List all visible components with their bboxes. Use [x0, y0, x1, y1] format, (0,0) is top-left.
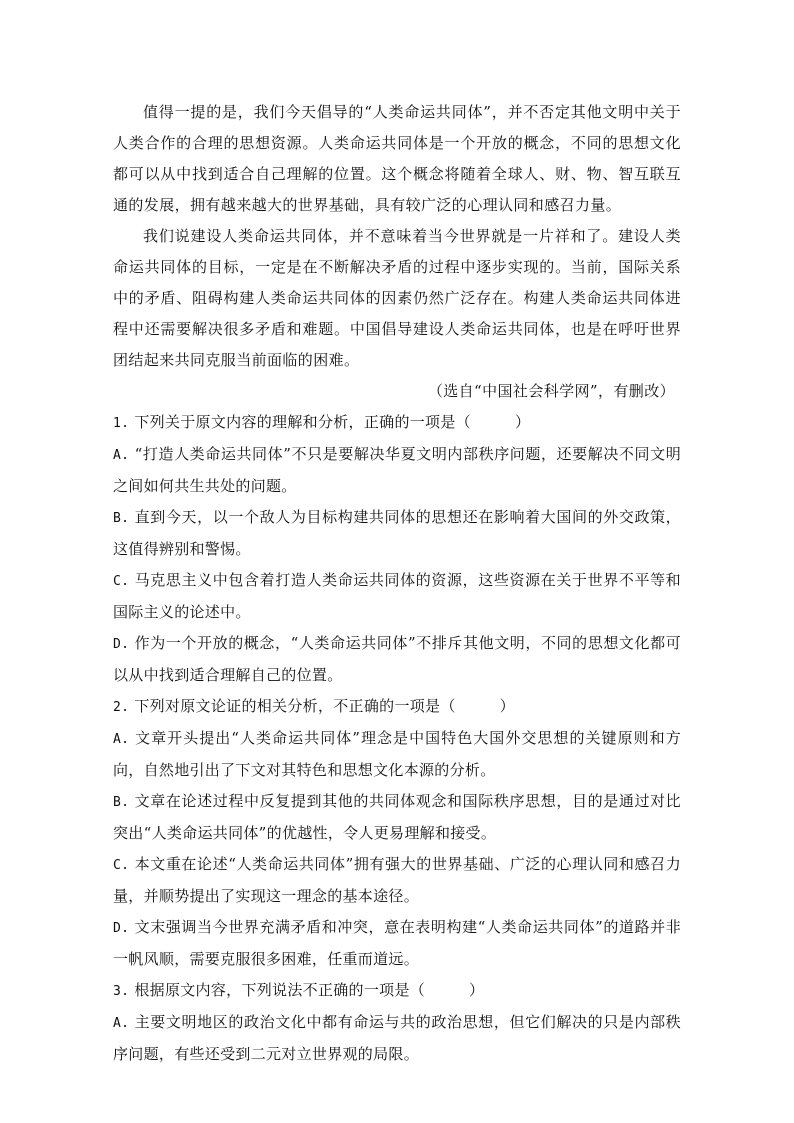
question-text: 下列对原文论证的相关分析，不正确的一项是（ [134, 697, 456, 715]
question-number: 3. [113, 984, 130, 999]
question-number: 2. [113, 700, 130, 715]
passage-source: （选自“中国社会科学网”，有删改） [427, 382, 675, 400]
option-letter: A. [113, 448, 130, 463]
option-letter: B. [113, 511, 130, 526]
option-text: 文章开头提出“人类命运共同体”理念是中国特色大国外交思想的关键原则和方向，自然地引出了下文对其特色和思想文化本源的分析。 [113, 729, 681, 779]
option-text: 文末强调当今世界充满矛盾和冲突，意在表明构建“人类命运共同体”的道路并非一帆风顺，需要克服很多困难，任重而道远。 [113, 918, 682, 968]
option-text: 主要文明地区的政治文化中都有命运与共的政治思想，但它们解决的只是内部秩序问题，有些还受到二元对立世界观的局限。 [113, 1013, 681, 1063]
passage-paragraph: 值得一提的是，我们今天倡导的“人类命运共同体”，并不否定其他文明中关于人类合作的合理的思想资源。人类命运共同体是一个开放的概念，不同的思想文化都可以从中找到适合自己理解的位置。这个概念将随着全球人、财、物、智互联互通的发展，拥有越来越大的世界基础，具有较广泛的心理认同和感召力量。 [113, 103, 681, 214]
option-letter: C. [113, 574, 130, 589]
option-text: 文章在论述过程中反复提到其他的共同体观念和国际秩序思想，目的是通过对比突出“人类命运共同体”的优越性，令人更易理解和接受。 [113, 792, 681, 842]
option-text: “打造人类命运共同体”不只是要解决华夏文明内部秩序问题，还要解决不同文明之间如何共生共处的问题。 [113, 445, 682, 495]
question-2-stem [113, 691, 681, 723]
option-text: 本文重在论述“人类命运共同体”拥有强大的世界基础、广泛的心理认同和感召力量，并顺势提出了实现这一理念的基本途径。 [113, 855, 682, 905]
question-1-option-d [113, 628, 681, 691]
question-1-option-a [113, 439, 681, 502]
question-2-option-a [113, 723, 681, 786]
answer-paren-close: ） [499, 697, 515, 715]
question-1-option-b [113, 502, 681, 565]
answer-paren-close: ） [514, 413, 531, 431]
option-letter: D. [113, 637, 130, 652]
answer-paren-close: ） [469, 981, 485, 999]
question-text: 下列关于原文内容的理解和分析，正确的一项是（ [134, 413, 471, 431]
option-text: 马克思主义中包含着打造人类命运共同体的资源，这些资源在关于世界不平等和国际主义的论述中。 [113, 571, 681, 621]
option-letter: C. [113, 858, 130, 873]
document-page [113, 97, 681, 1070]
question-1-stem [113, 407, 681, 439]
question-text: 根据原文内容，下列说法不正确的一项是（ [134, 981, 426, 999]
question-2-option-b [113, 786, 681, 849]
question-1-option-c [113, 565, 681, 628]
passage-paragraph: 我们说建设人类命运共同体，并不意味着当今世界就是一片祥和了。建设人类命运共同体的目标，一定是在不断解决矛盾的过程中逐步实现的。当前，国际关系中的矛盾、阻碍构建人类命运共同体的因素仍然广泛存在。构建人类命运共同体进程中还需要解决很多矛盾和难题。中国倡导建设人类命运共同体，也是在呼吁世界团结起来共同克服当前面临的困难。 [113, 227, 681, 369]
question-3-stem [113, 975, 681, 1007]
option-letter: A. [113, 732, 130, 747]
option-text: 直到今天，以一个敌人为目标构建共同体的思想还在影响着大国间的外交政策，这值得辨别和警惕。 [113, 508, 681, 558]
question-2-option-c [113, 849, 681, 912]
question-2-option-d [113, 912, 681, 975]
option-text: 作为一个开放的概念，“人类命运共同体”不排斥其他文明，不同的思想文化都可以从中找到适合理解自己的位置。 [113, 634, 682, 684]
option-letter: B. [113, 795, 130, 810]
option-letter: D. [113, 921, 130, 936]
question-number: 1. [113, 416, 130, 431]
option-letter: A. [113, 1016, 130, 1031]
question-3-option-a [113, 1007, 681, 1070]
